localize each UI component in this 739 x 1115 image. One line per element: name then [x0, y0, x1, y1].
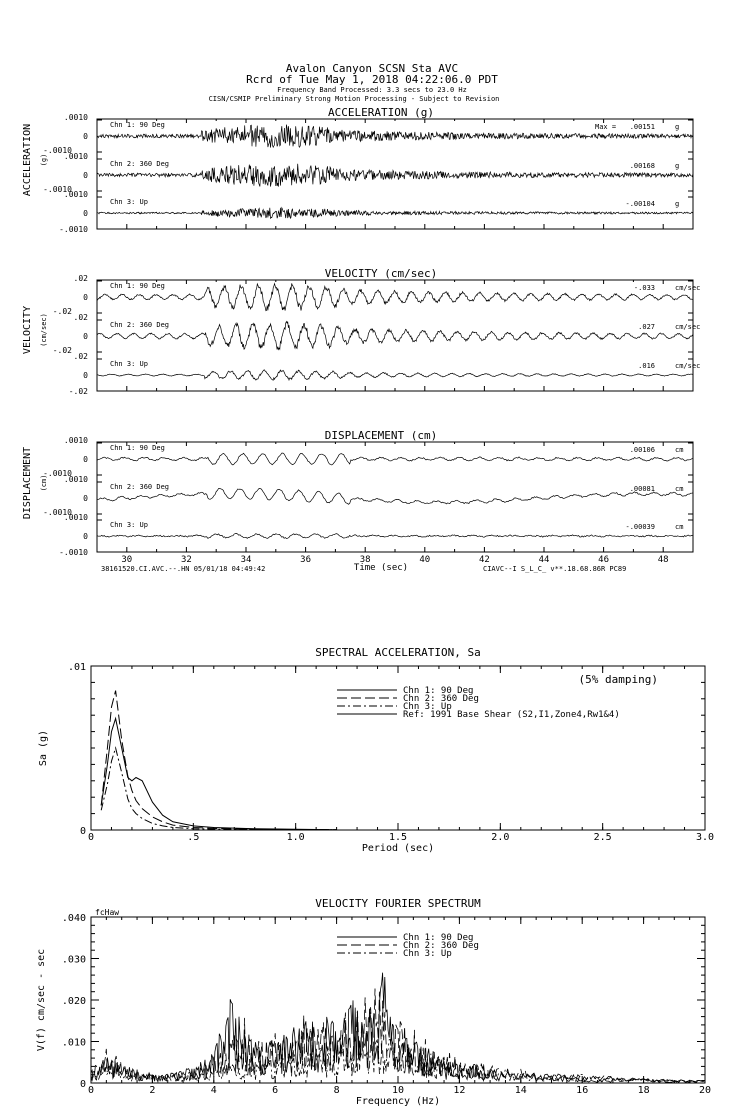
- peak-unit: cm: [675, 485, 684, 493]
- header-record: Rcrd of Tue May 1, 2018 04:22:06.0 PDT: [246, 73, 498, 86]
- x-tick-label: 3.0: [695, 832, 715, 843]
- peak-value: .016: [638, 362, 655, 370]
- y-tick-label: .01: [67, 662, 86, 673]
- time-history-panels: [22, 106, 700, 573]
- panel-unit-label: (cm): [40, 474, 48, 492]
- peak-unit: cm/sec: [675, 284, 701, 292]
- panel-title: DISPLACEMENT (cm): [324, 429, 438, 442]
- peak-value: .00151: [629, 123, 655, 131]
- y-tick-label: .0010: [63, 113, 88, 122]
- x-tick-label: 8: [333, 1085, 340, 1096]
- y-tick-label: .030: [61, 954, 86, 966]
- x-tick-label: 36: [300, 555, 312, 565]
- y-tick-label: .0010: [63, 436, 88, 445]
- trace-chn-2-360-deg: [97, 488, 693, 504]
- peak-value: -.00039: [625, 523, 655, 531]
- x-tick-label: 2: [149, 1085, 156, 1096]
- x-tick-label: 38: [359, 555, 371, 565]
- channel-label: Chn 2: 360 Deg: [110, 483, 170, 491]
- trace-chn-3-up: [97, 370, 693, 380]
- x-axis-label: Period (sec): [361, 843, 435, 854]
- channel-label: Chn 3: Up: [110, 360, 148, 368]
- peak-value: .00081: [629, 485, 655, 493]
- peak-value: -.00104: [625, 200, 655, 208]
- legend-label: Chn 2: 360 Deg: [403, 941, 479, 951]
- y-tick-label: 0: [83, 209, 88, 218]
- y-tick-label: -.0010: [43, 469, 72, 478]
- y-tick-label: .0010: [63, 475, 88, 484]
- x-tick-label: 46: [598, 555, 610, 565]
- x-tick-label: 48: [657, 555, 669, 565]
- x-tick-label: 32: [180, 555, 192, 565]
- x-tick-label: 18: [637, 1085, 650, 1096]
- x-tick-label: 6: [272, 1085, 279, 1096]
- chart-title: VELOCITY FOURIER SPECTRUM: [315, 897, 481, 910]
- y-tick-label: 0: [83, 494, 88, 503]
- channel-label: Chn 3: Up: [110, 521, 148, 529]
- peak-unit: cm/sec: [675, 362, 701, 370]
- series-line: [91, 973, 705, 1083]
- chart-frame: [91, 917, 705, 1083]
- panel-axis-label: VELOCITY: [22, 305, 33, 355]
- panel-unit-label: (cm/sec): [40, 313, 48, 347]
- trace-chn-1-90-deg: [97, 283, 693, 310]
- x-tick-label: 0: [87, 1085, 95, 1096]
- legend-label: Chn 1: 90 Deg: [403, 933, 474, 943]
- x-tick-label: 2.0: [491, 832, 510, 843]
- x-tick-label: 0: [87, 832, 95, 843]
- y-tick-label: -.0010: [43, 146, 72, 155]
- panel-velocity: [22, 267, 700, 396]
- peak-unit: cm: [675, 446, 684, 454]
- x-tick-label: 40: [419, 555, 431, 565]
- y-tick-label: -.0010: [59, 225, 88, 234]
- channel-label: Chn 1: 90 Deg: [110, 444, 165, 452]
- peak-value: .00106: [629, 446, 655, 454]
- y-axis-label: V(f) cm/sec - sec: [36, 948, 47, 1052]
- y-tick-label: 0: [79, 826, 86, 837]
- x-tick-label: 20: [698, 1085, 712, 1096]
- peak-value: -.033: [633, 284, 655, 292]
- x-tick-label: 16: [576, 1085, 589, 1096]
- x-tick-label: 12: [453, 1085, 466, 1096]
- header-band: Frequency Band Processed: 3.3 secs to 23.0 Hz: [277, 86, 467, 94]
- y-tick-label: .02: [73, 352, 88, 361]
- series-line: [101, 691, 336, 830]
- y-tick-label: 0: [83, 132, 88, 141]
- trace-chn-3-up: [97, 534, 693, 539]
- trace-chn-1-90-deg: [97, 453, 693, 465]
- corner-label: fcHaw: [95, 908, 120, 917]
- peak-unit: g: [675, 123, 680, 131]
- legend-label: Chn 2: 360 Deg: [403, 694, 479, 704]
- y-tick-label: -.02: [52, 346, 72, 355]
- peak-unit: cm/sec: [675, 323, 701, 331]
- peak-unit: g: [675, 162, 680, 170]
- y-tick-label: 0: [83, 171, 88, 180]
- x-tick-label: 10: [391, 1085, 405, 1096]
- y-tick-label: -.0010: [59, 548, 88, 557]
- series-line: [101, 719, 336, 830]
- y-tick-label: 0: [83, 293, 88, 302]
- channel-label: Chn 2: 360 Deg: [110, 321, 170, 329]
- y-tick-label: -.0010: [43, 508, 72, 517]
- panel-unit-label: (g): [40, 153, 48, 167]
- max-label: Max =: [595, 123, 617, 131]
- y-tick-label: .0010: [63, 513, 88, 522]
- y-tick-label: .0010: [63, 152, 88, 161]
- peak-unit: cm: [675, 523, 684, 531]
- trace-chn-2-360-deg: [97, 322, 693, 350]
- channel-label: Chn 1: 90 Deg: [110, 121, 165, 129]
- y-tick-label: -.0010: [43, 185, 72, 194]
- legend-label: Ref: 1991 Base Shear (S2,I1,Zone4,Rw1&4): [403, 710, 620, 720]
- panel-axis-label: DISPLACEMENT: [22, 446, 33, 520]
- x-tick-label: .5: [187, 832, 200, 843]
- panel-title: ACCELERATION (g): [328, 106, 434, 119]
- damping-annotation: (5% damping): [578, 673, 658, 686]
- legend-label: Chn 3: Up: [403, 702, 452, 712]
- footer-left: 38161520.CI.AVC.--.HN 05/01/18 04:49:42: [101, 565, 266, 573]
- y-tick-label: 0: [83, 455, 88, 464]
- legend-label: Chn 1: 90 Deg: [403, 686, 474, 696]
- panel-acceleration: [22, 106, 693, 234]
- peak-unit: g: [675, 200, 680, 208]
- y-axis-label: Sa (g): [38, 729, 49, 767]
- header-disclaimer: CISN/CSMIP Preliminary Strong Motion Processing - Subject to Revision: [208, 95, 500, 103]
- channel-label: Chn 1: 90 Deg: [110, 282, 165, 290]
- channel-label: Chn 2: 360 Deg: [110, 160, 170, 168]
- channel-label: Chn 3: Up: [110, 198, 148, 206]
- velocity-fourier-spectrum-chart: [36, 897, 711, 1107]
- x-tick-label: 44: [538, 555, 550, 565]
- x-tick-label: 4: [210, 1085, 217, 1096]
- x-axis-label: Time (sec): [353, 563, 409, 573]
- spectral-acceleration-chart: [38, 646, 714, 854]
- peak-value: .027: [638, 323, 655, 331]
- y-tick-label: 0: [83, 532, 88, 541]
- series-line: [101, 748, 336, 830]
- y-tick-label: 0: [79, 1079, 86, 1090]
- y-tick-label: .010: [61, 1037, 86, 1049]
- y-tick-label: .0010: [63, 190, 88, 199]
- y-tick-label: 0: [83, 332, 88, 341]
- x-tick-label: 34: [240, 555, 252, 565]
- x-tick-label: 2.5: [593, 832, 612, 843]
- x-tick-label: 1.0: [286, 832, 305, 843]
- y-tick-label: .02: [73, 313, 88, 322]
- y-tick-label: 0: [83, 371, 88, 380]
- trace-chn-3-up: [97, 208, 693, 219]
- peak-value: .00168: [629, 162, 655, 170]
- footer-right: CIAVC--I S_L_C_ v**.18.68.86R PC89: [483, 565, 627, 573]
- y-tick-label: .040: [61, 913, 86, 924]
- chart-title: SPECTRAL ACCELERATION, Sa: [315, 646, 481, 659]
- panel-axis-label: ACCELERATION: [22, 123, 33, 197]
- legend-label: Chn 3: Up: [403, 949, 452, 959]
- x-axis-label: Frequency (Hz): [355, 1096, 441, 1107]
- x-tick-label: 30: [121, 555, 133, 565]
- trace-chn-2-360-deg: [97, 164, 693, 187]
- x-tick-label: 14: [514, 1085, 527, 1096]
- y-tick-label: -.02: [52, 307, 72, 316]
- y-tick-label: .020: [61, 996, 86, 1007]
- panel-title: VELOCITY (cm/sec): [324, 267, 438, 280]
- y-tick-label: .02: [73, 274, 88, 283]
- x-tick-label: 42: [478, 555, 490, 565]
- x-tick-label: 1.5: [388, 832, 408, 843]
- chart-frame: [91, 666, 705, 830]
- header-station: Avalon Canyon SCSN Sta AVC: [285, 62, 459, 75]
- panel-displacement: [22, 429, 693, 573]
- y-tick-label: -.02: [68, 387, 88, 396]
